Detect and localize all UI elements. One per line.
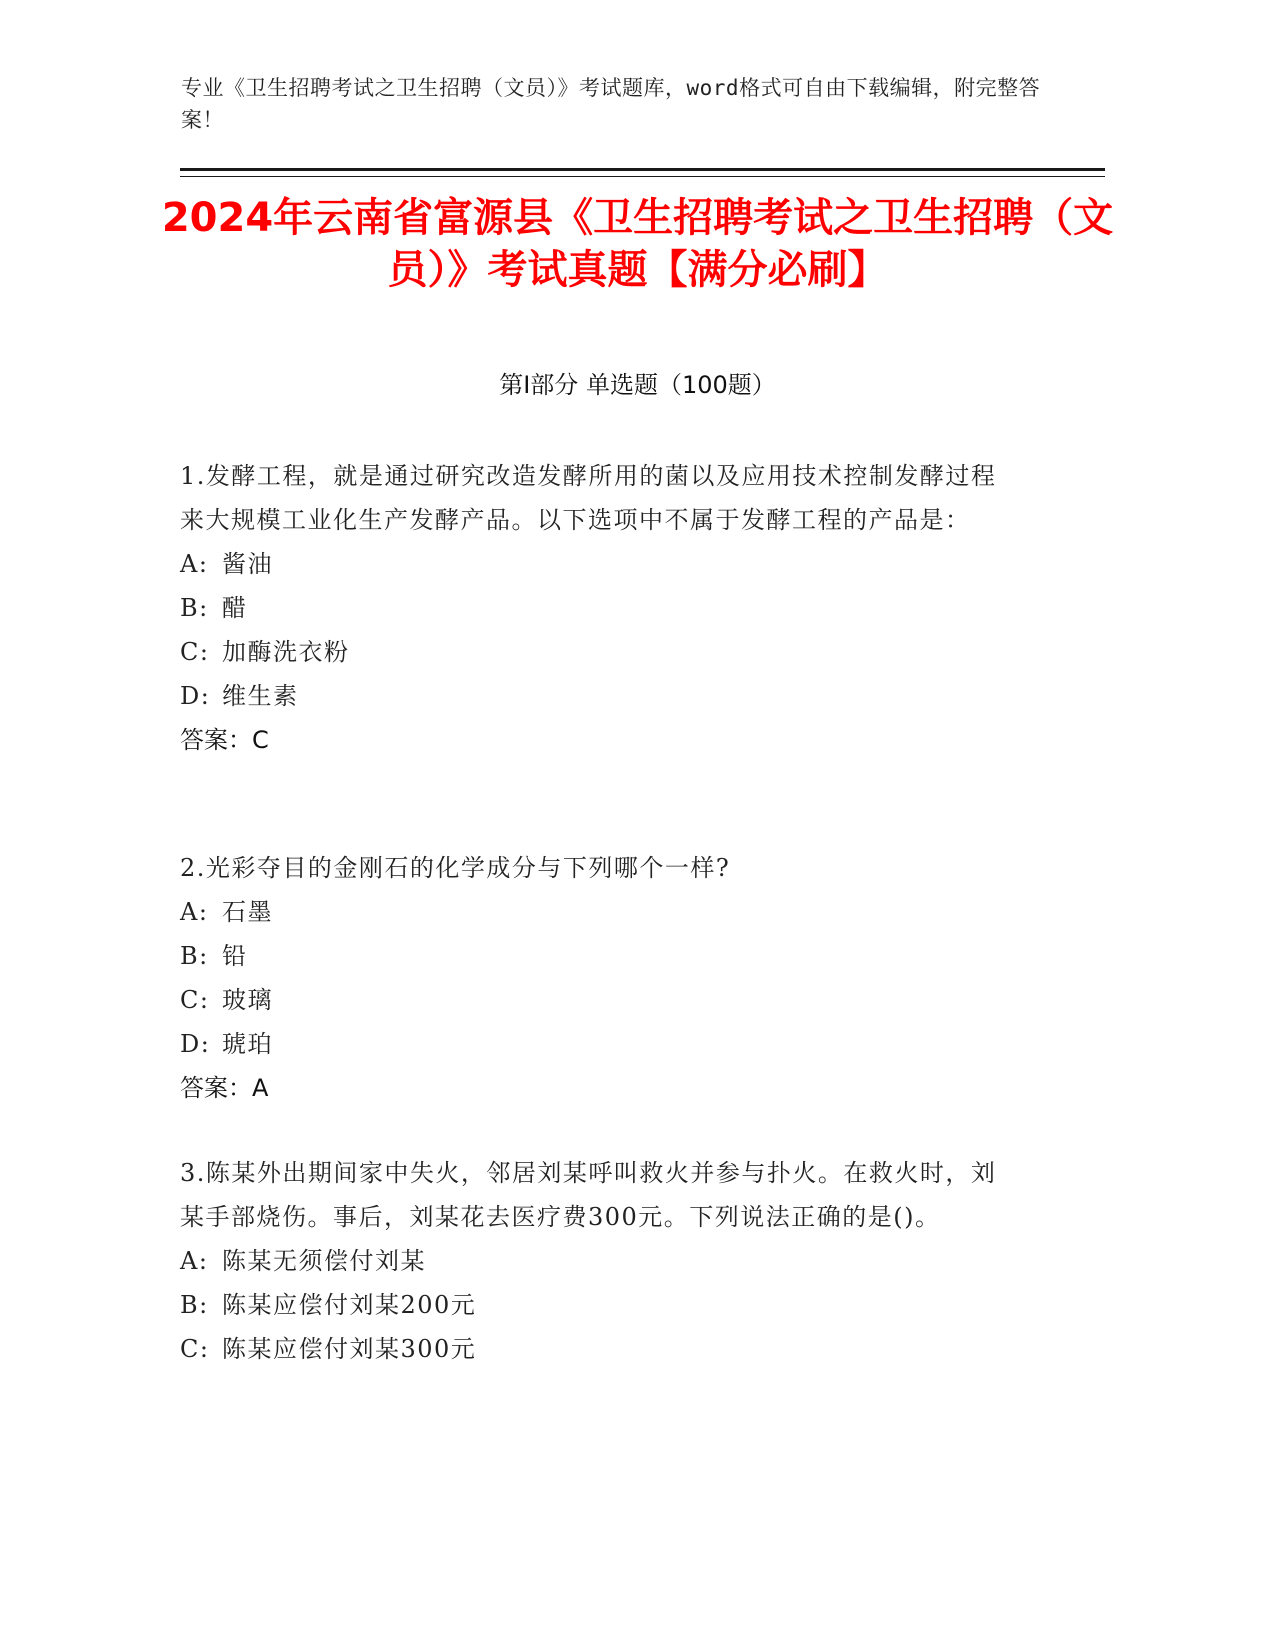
question-stem: 1.发酵工程，就是通过研究改造发酵所用的菌以及应用技术控制发酵过程来大规模工业化生产发酵产品。以下选项中不属于发酵工程的产品是：: [180, 462, 997, 534]
answer-line: 答案：A: [180, 1074, 269, 1102]
option-key: B:: [180, 1291, 209, 1319]
question-stem: 2.光彩夺目的金刚石的化学成分与下列哪个一样?: [180, 854, 731, 882]
option-c: [180, 630, 1020, 674]
option-a: [180, 890, 1020, 934]
option-text: 陈某应偿付刘某300元: [222, 1335, 477, 1363]
question-stem: 3.陈某外出期间家中失火，邻居刘某呼叫救火并参与扑火。在救火时，刘某手部烧伤。事后，刘某花去医疗费300元。下列说法正确的是()。: [180, 1159, 997, 1231]
option-key: C:: [180, 1335, 210, 1363]
answer-line: 答案：C: [180, 726, 269, 754]
option-key: A:: [180, 898, 209, 926]
option-d: [180, 674, 1020, 718]
header-divider-thin: [180, 176, 1105, 177]
option-c: [180, 1327, 1020, 1371]
option-key: D:: [180, 1030, 211, 1058]
question-1: [180, 454, 1020, 762]
header-divider-thick: [180, 168, 1105, 171]
option-b: [180, 586, 1020, 630]
option-text: 石墨: [222, 898, 273, 926]
option-c: [180, 978, 1020, 1022]
option-text: 玻璃: [222, 986, 273, 1014]
option-text: 加酶洗衣粉: [222, 638, 350, 666]
option-key: C:: [180, 638, 210, 666]
option-key: B:: [180, 942, 209, 970]
question-3: [180, 1151, 1020, 1371]
option-a: [180, 1239, 1020, 1283]
option-text: 维生素: [222, 682, 299, 710]
option-text: 琥珀: [222, 1030, 273, 1058]
document-title: 2024年云南省富源县《卫生招聘考试之卫生招聘（文员）》考试真题【满分必刷】: [161, 195, 1114, 293]
option-d: [180, 1022, 1020, 1066]
option-b: [180, 1283, 1020, 1327]
section-title: 第Ⅰ部分 单选题（100题）: [499, 371, 776, 399]
option-key: B:: [180, 594, 209, 622]
question-2: [180, 846, 1020, 1110]
header-note: 专业《卫生招聘考试之卫生招聘（文员）》考试题库，word格式可自由下载编辑，附完整答案！: [181, 76, 1041, 132]
option-text: 酱油: [222, 550, 273, 578]
option-key: A:: [180, 1247, 209, 1275]
option-key: A:: [180, 550, 209, 578]
option-b: [180, 934, 1020, 978]
option-a: [180, 542, 1020, 586]
option-text: 铅: [222, 942, 248, 970]
option-text: 陈某无须偿付刘某: [222, 1247, 426, 1275]
option-key: D:: [180, 682, 211, 710]
option-text: 醋: [222, 594, 248, 622]
option-text: 陈某应偿付刘某200元: [222, 1291, 477, 1319]
option-key: C:: [180, 986, 210, 1014]
